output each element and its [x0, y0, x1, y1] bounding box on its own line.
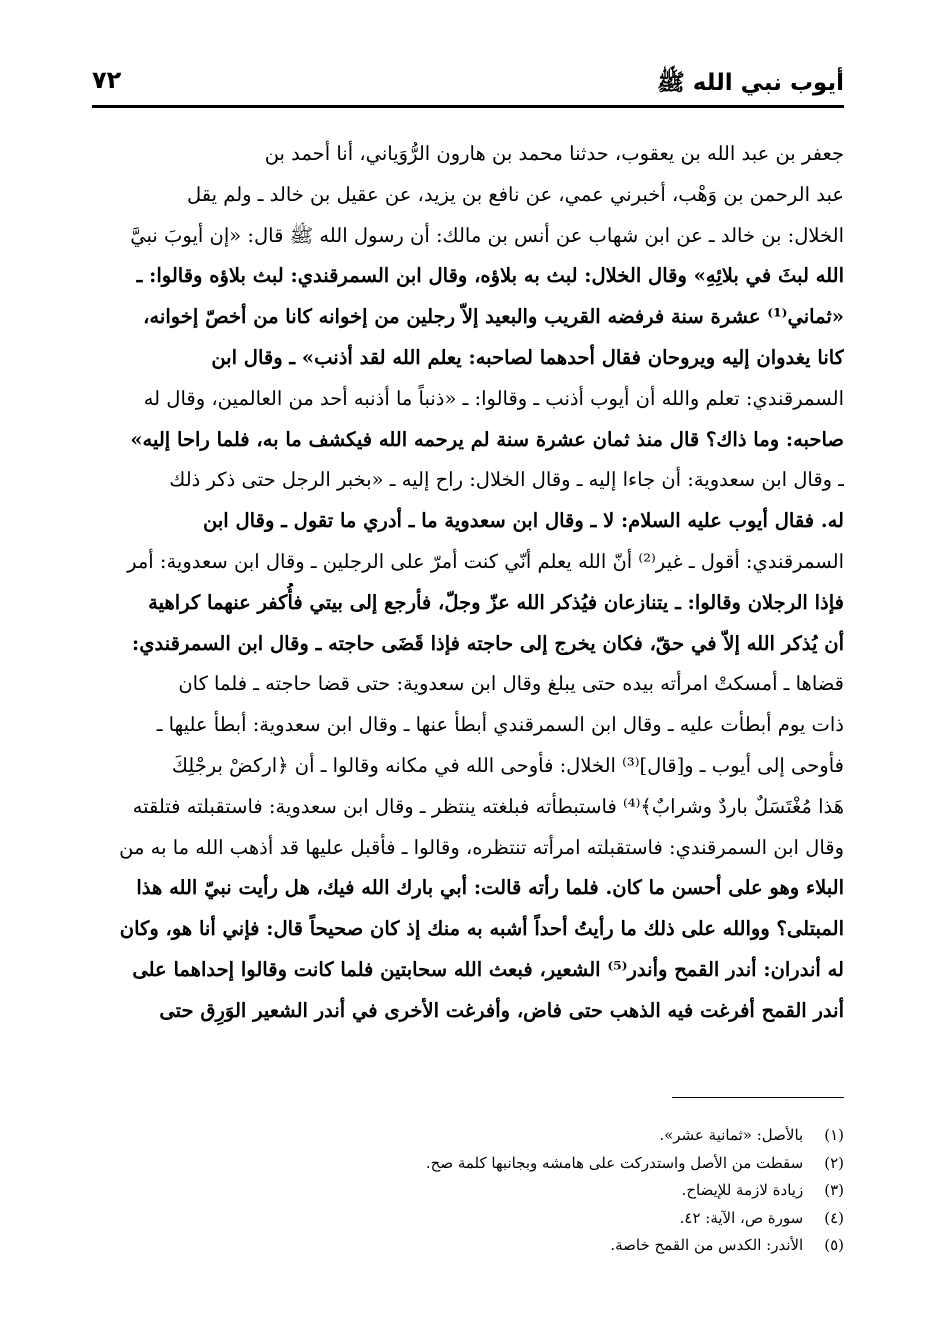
footnote-text: سورة ص، الآية: ٤٢. [679, 1208, 804, 1227]
footnote-rule [672, 1097, 844, 1098]
text-line: أن يُذكر الله إلاّ في حقّ، فكان يخرج إلى حاجته فإذا قَضَى حاجته ـ وقال ابن السمرقندي: [132, 631, 844, 655]
text-line: فإذا الرجلان وقالوا: ـ يتنازعان فيُذكر الله عزّ وجلّ، فأرجع إلى بيتي فأُكفر عنهما كراهية [148, 590, 844, 614]
body-text [92, 134, 844, 1032]
text-line: أندر القمح أفرغت فيه الذهب حتى فاض، وأفرغت الأخرى في أندر الشعير الوَرِق حتى [159, 998, 844, 1022]
text-line: صاحبه: وما ذاك؟ قال منذ ثمان عشرة سنة لم يرحمه الله فيكشف ما به، فلما راحا إليه» [130, 427, 844, 451]
footnotes [92, 1122, 844, 1260]
text-line: كانا يغدوان إليه ويروحان فقال أحدهما لصاحبه: يعلم الله لقد أذنب» ـ وقال ابن [211, 345, 844, 369]
page-header [92, 62, 844, 102]
footnote-number: (١) [824, 1126, 844, 1144]
text-line: الخلال: بن خالد ـ عن ابن شهاب عن أنس بن مالك: أن رسول الله ﷺ قال: «إن أيوبَ نبيَّ [130, 223, 844, 247]
running-head: أيوب نبي الله ﷺ [656, 70, 844, 96]
text-line: ذات يوم أبطأت عليه ـ وقال ابن السمرقندي أبطأ عنها ـ وقال ابن سعدوية: أبطأ عليها ـ [156, 713, 844, 737]
footnote [92, 1232, 844, 1260]
text-line: قضاها ـ أمسكتْ امرأته بيده حتى يبلغ وقال ابن سعدوية: حتى قضا حاجته ـ فلما كان [178, 672, 844, 696]
text-line: ـ وقال ابن سعدوية: أن جاءا إليه ـ وقال الخلال: راح إليه ـ «بخبر الرجل حتى ذكر ذلك [169, 468, 844, 492]
footnote [92, 1177, 844, 1205]
page-number: ٧٢ [92, 66, 122, 94]
text-line: المبتلى؟ ووالله على ذلك ما رأيتُ أحداً أشبه به منك إذ كان صحيحاً قال: فإني أنا هو، وكان [119, 917, 844, 941]
footnote-number: (٤) [824, 1208, 844, 1227]
text-line: وقال ابن السمرقندي: فاستقبلته امرأته تنتظره، وقالوا ـ فأقبل عليها قد أذهب الله ما به من [119, 835, 844, 859]
text-line: فأوحى إلى أيوب ـ و[قال]⁽³⁾ الخلال: فأوحى الله في مكانه وقالوا ـ أن ﴿اركضْ برجْلِكَ [171, 753, 844, 777]
footnote-number: (٣) [824, 1181, 844, 1200]
footnote-text: بالأصل: «ثمانية عشر». [659, 1126, 804, 1144]
text-line: عبد الرحمن بن وَهْب، أخبرني عمي، عن نافع بن يزيد، عن عقيل بن خالد ـ ولم يقل [186, 182, 844, 206]
footnote-number: (٥) [824, 1236, 844, 1255]
footnote-text: زيادة لازمة للإيضاح. [681, 1181, 804, 1200]
header-rule [92, 105, 844, 108]
text-line: «ثماني⁽¹⁾ عشرة سنة فرفضه القريب والبعيد إلاّ رجلين من إخوانه كانا من أخصّ إخوانه، [143, 305, 844, 329]
text-line: السمرقندي: أقول ـ غير⁽²⁾ أنّ الله يعلم أنّي كنت أمرّ على الرجلين ـ وقال ابن سعدوية: أمر [127, 549, 844, 573]
text-line: هَذا مُغْتَسَلٌ باردٌ وشرابٌ﴾⁽⁴⁾ فاستبطأته فبلغته ينتظر ـ وقال ابن سعدوية: فاستقبلته فتلقته [132, 794, 844, 818]
footnote-number: (٢) [824, 1153, 844, 1172]
text-line: جعفر بن عبد الله بن يعقوب، حدثنا محمد بن هارون الرُّوَياني، أنا أحمد بن [264, 142, 844, 165]
text-line: البلاء وهو على أحسن ما كان. فلما رأته قالت: أبي بارك الله فيك، هل رأيت نبيّ الله هذا [136, 876, 844, 900]
footnote-text: سقطت من الأصل واستدركت على هامشه وبجانبها كلمة صح. [425, 1153, 804, 1172]
footnote [92, 1122, 844, 1150]
text-line: السمرقندي: تعلم والله أن أيوب أذنب ـ وقالوا: ـ «ذنباً ما أذنبه أحد من العالمين، وقال له [143, 386, 844, 410]
text-line: الله لبثَ في بلائِهِ» وقال الخلال: لبث به بلاؤه، وقال ابن السمرقندي: لبث بلاؤه وقالوا: ـ [136, 264, 844, 288]
footnote-text: الأندر: الكدس من القمح خاصة. [610, 1236, 804, 1255]
footnote [92, 1205, 844, 1233]
text-line: له. فقال أيوب عليه السلام: لا ـ وقال ابن سعدوية ما ـ أدري ما تقول ـ وقال ابن [203, 509, 844, 533]
text-line: له أندران: أندر القمح وأندر⁽⁵⁾ الشعير، فبعث الله سحابتين فلما كانت وقالوا إحداهما على [132, 957, 844, 981]
footnote [92, 1150, 844, 1178]
